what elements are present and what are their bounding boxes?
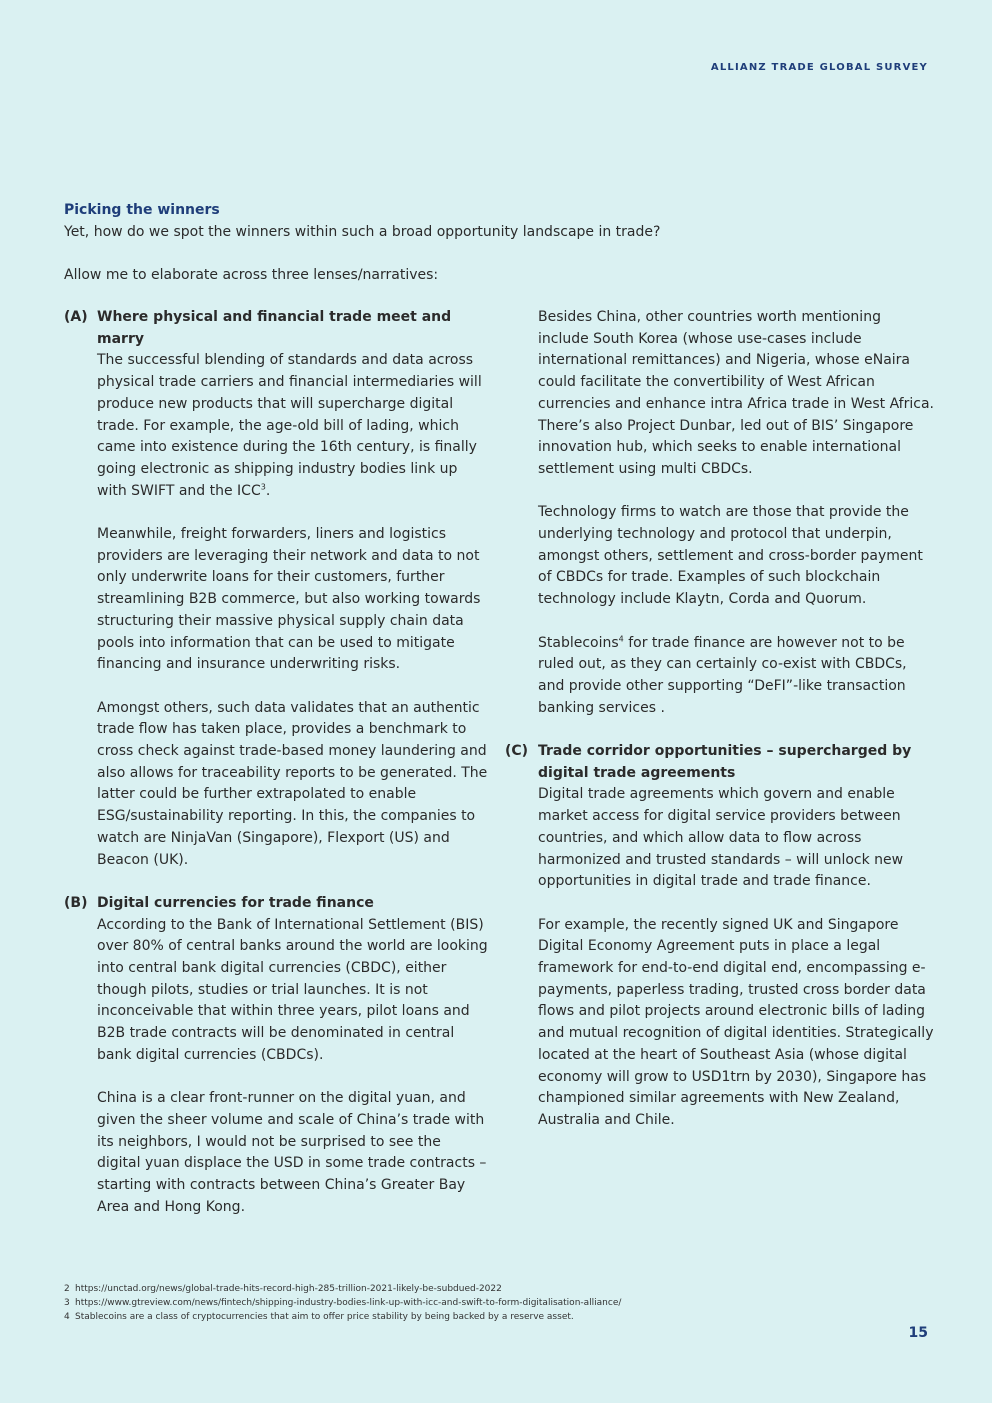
section-a-paragraph-3: Amongst others, such data validates that an authentic trade flow has taken place, provides a benchmark to cross check against trade-based money laundering and also allows for traceability reports to be generated. The latter could be further extrapolated to enable ESG/sustainability reporting. In this, the companies to watch are NinjaVan (Singapore), Flexport (US) and Beacon (UK). xyxy=(97,699,488,868)
section-b-paragraph-5: Stablecoins$^4$ for trade finance are however not to be ruled out, as they can certainly co-exist with CBDCs, and provide other supporting “DeFI”-like transaction banking services . xyxy=(538,633,907,716)
section-b-paragraph-2: China is a clear front-runner on the digital yuan, and given the sheer volume and scale of China’s trade with its neighbors, I would not be surprised to see the digital yuan displace the USD in some trade contracts – starting with contracts between China’s Greater Bay Area and Hong Kong. xyxy=(97,1090,487,1215)
page-number: 15 xyxy=(908,1325,928,1341)
footnote-ref-4: 4 xyxy=(618,633,624,643)
section-c-label: (C) xyxy=(505,743,529,760)
section-b xyxy=(64,893,488,1219)
footnote-3-link[interactable]: https://www.gtreview.com/news/fintech/shipping-industry-bodies-link-up-with-icc-and-swift-to-form-digitalisation-alliance/ xyxy=(75,1298,622,1308)
section-c xyxy=(505,741,935,1132)
intro xyxy=(64,200,928,287)
section-b-paragraph-3: Besides China, other countries worth mentioning include South Korea (whose use-cases include international remittances) and Nigeria, whose eNaira could facilitate the convertibility of West African currencies and enhance intra Africa trade in West Africa. There’s also Project Dunbar, led out of BIS’ Singapore innovation hub, which seeks to enable international settlement using multi CBDCs. xyxy=(538,309,934,477)
intro-question: Yet, how do we spot the winners within such a broad opportunity landscape in trade? xyxy=(64,223,661,240)
section-c-paragraph-2: For example, the recently signed UK and Singapore Digital Economy Agreement puts in place a legal framework for end-to-end digital end, encompassing e-payments, paperless trading, trusted cross border data flows and pilot projects around electronic bills of lading and mutual recognition of digital identities. Strategically located at the heart of Southeast Asia (whose digital economy will grow to USD1trn by 2030), Singapore has championed similar agreements with New Zealand, Australia and Chile. xyxy=(538,916,934,1128)
section-b-title: Digital currencies for trade finance xyxy=(97,894,374,911)
section-c-title: Trade corridor opportunities – supercharged by digital trade agreements xyxy=(538,743,912,781)
section-subhead: Picking the winners xyxy=(64,202,220,218)
footnote-4-text: Stablecoins are a class of cryptocurrencies that aim to offer price stability by being backed by a reserve asset. xyxy=(75,1312,574,1322)
section-b-paragraph-4: Technology firms to watch are those that provide the underlying technology and protocol that underpin, amongst others, settlement and cross-border payment of CBDCs for trade. Examples of such blockchain technology include Klaytn, Corda and Quorum. xyxy=(538,504,923,608)
report-header: ALLIANZ TRADE GLOBAL SURVEY xyxy=(710,62,928,73)
left-column xyxy=(64,307,488,1218)
footnote-2-link[interactable]: https://unctad.org/news/global-trade-hits-record-high-285-trillion-2021-likely-be-subdued-2022 xyxy=(75,1284,502,1294)
section-a-paragraph-2: Meanwhile, freight forwarders, liners and logistics providers are leveraging their network and data to not only underwrite loans for their customers, further streamlining B2B commerce, but also working towards structuring their massive physical supply chain data pools into information that can be used to mitigate financing and insurance underwriting risks. xyxy=(97,526,481,673)
section-a-label: (A) xyxy=(64,309,88,325)
footnote-2: 2 https://unctad.org/news/global-trade-hits-record-high-285-trillion-2021-likely-be-subdued-2022 xyxy=(64,1284,502,1294)
section-a-title: Where physical and financial trade meet and marry xyxy=(97,309,452,347)
section-b-label: (B) xyxy=(64,894,88,911)
footnote-ref-3: 3 xyxy=(260,481,266,491)
section-c-paragraph-1: Digital trade agreements which govern and enable market access for digital service providers between countries, and which allow data to flow across harmonized and trusted standards – will unlock new opportunities in digital trade and trade finance. xyxy=(538,786,904,890)
footnote-3: 3 https://www.gtreview.com/news/fintech/shipping-industry-bodies-link-up-with-icc-and-swift-to-form-digitalisation-alliance/ xyxy=(64,1298,622,1308)
section-a-paragraph-1: The successful blending of standards and data across physical trade carriers and financial intermediaries will produce new products that will supercharge digital trade. For example, the age-old bill of lading, which came into existence during the 16th century, is finally going electronic as shipping industry bodies link up with SWIFT and the ICC$^3$. xyxy=(97,352,482,499)
footnotes xyxy=(64,1282,621,1324)
intro-lenses: Allow me to elaborate across three lenses/narratives: xyxy=(64,267,439,284)
section-b-paragraph-1: According to the Bank of International Settlement (BIS) over 80% of central banks around the world are looking into central bank digital currencies (CBDC), either though pilots, studies or trial launches. It is not inconceivable that within three years, pilot loans and B2B trade contracts will be denominated in central bank digital currencies (CBDCs). xyxy=(97,916,488,1063)
right-column xyxy=(505,307,935,1132)
footnote-4: 4 Stablecoins are a class of cryptocurrencies that aim to offer price stability by being backed by a reserve asset. xyxy=(64,1312,574,1322)
section-a xyxy=(64,307,488,871)
